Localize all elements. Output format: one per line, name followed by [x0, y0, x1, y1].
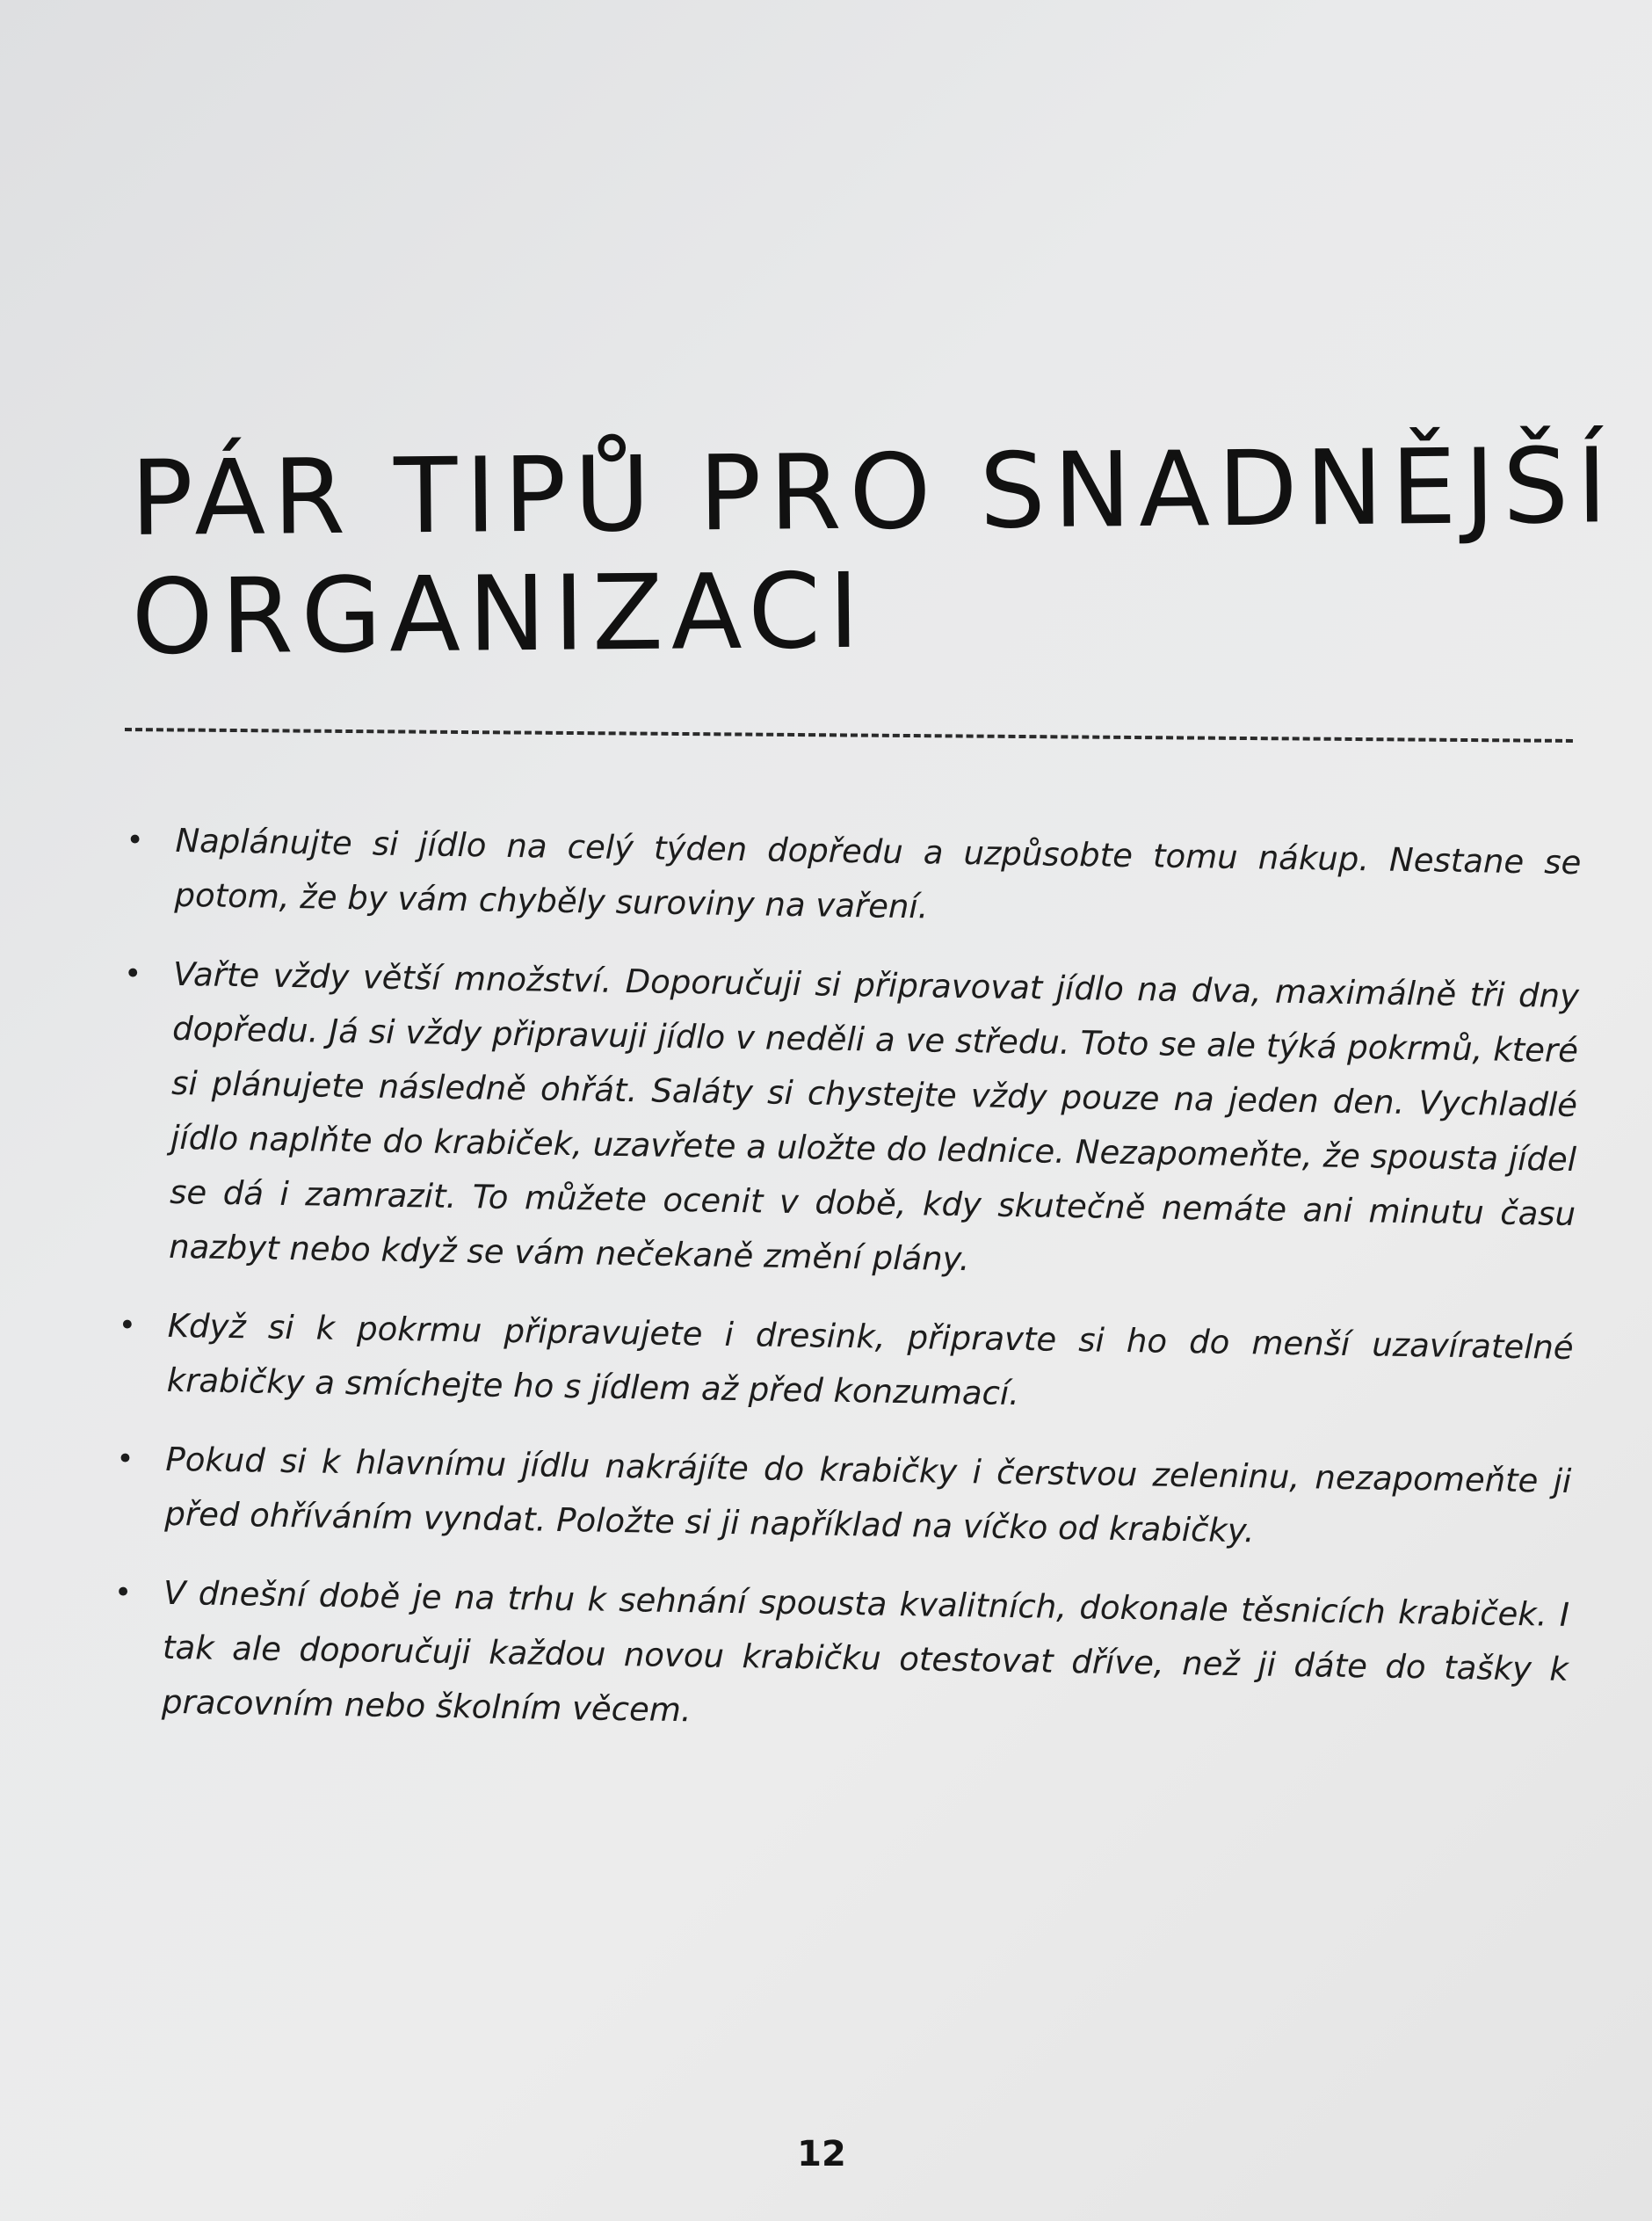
bullet-icon: •	[113, 1574, 133, 1611]
bullet-icon: •	[116, 1441, 134, 1477]
bullet-icon: •	[126, 823, 144, 859]
page-number: 12	[797, 2134, 846, 2174]
tip-text: Naplánujte si jídlo na celý týden dopředu a uzpůsobte tomu nákup. Nestane se potom, že by vám chyběly suroviny na vaření.	[174, 821, 1582, 926]
bullet-icon: •	[123, 956, 142, 992]
list-item	[112, 1432, 1572, 1564]
list-item	[113, 1298, 1574, 1430]
list-item	[109, 1565, 1570, 1752]
tip-text: V dnešní době je na trhu k sehnání spousta kvalitních, dokonale těsnicích krabiček. I tak ale doporučuji každou novou krabičku otestovat dříve, než ji dáte do tašky k pracovním nebo školním věcem.	[161, 1573, 1570, 1730]
list-item	[121, 813, 1582, 945]
page-title-line-1: PÁR TIPŮ PRO SNADNĚJŠÍ	[129, 425, 1616, 559]
tip-text: Pokud si k hlavnímu jídlu nakrájíte do krabičky i čerstvou zeleninu, nezapomeňte ji před ohříváním vyndat. Položte si ji například na víčko od krabičky.	[164, 1440, 1572, 1550]
list-item	[116, 947, 1580, 1296]
tips-list	[108, 813, 1582, 1776]
page-title-line-2: ORGANIZACI	[131, 549, 868, 678]
tip-text: Když si k pokrmu připravujete i dresink, připravte si ho do menší uzavíratelné krabičky a smíchejte ho s jídlem až před konzumací.	[166, 1306, 1574, 1413]
dashed-divider	[125, 728, 1573, 743]
page-title	[129, 425, 1616, 678]
tip-text: Vařte vždy větší množství. Doporučuji si připravovat jídlo na dva, maximálně tři dny dopředu. Já si vždy připravuji jídlo v neděli a ve středu. Toto se ale týká pokrmů, které si plánujete následně ohřát. Saláty si chystejte vždy pouze na jeden den. Vychladlé jídlo naplňte do krabiček, uzavřete a uložte do lednice. Nezapomeňte, že spousta jídel se dá i zamrazit. To můžete ocenit v době, kdy skutečně nemáte ani minutu času nazbyt nebo když se vám nečekaně změní plány.	[168, 954, 1580, 1279]
bullet-icon: •	[118, 1307, 137, 1344]
